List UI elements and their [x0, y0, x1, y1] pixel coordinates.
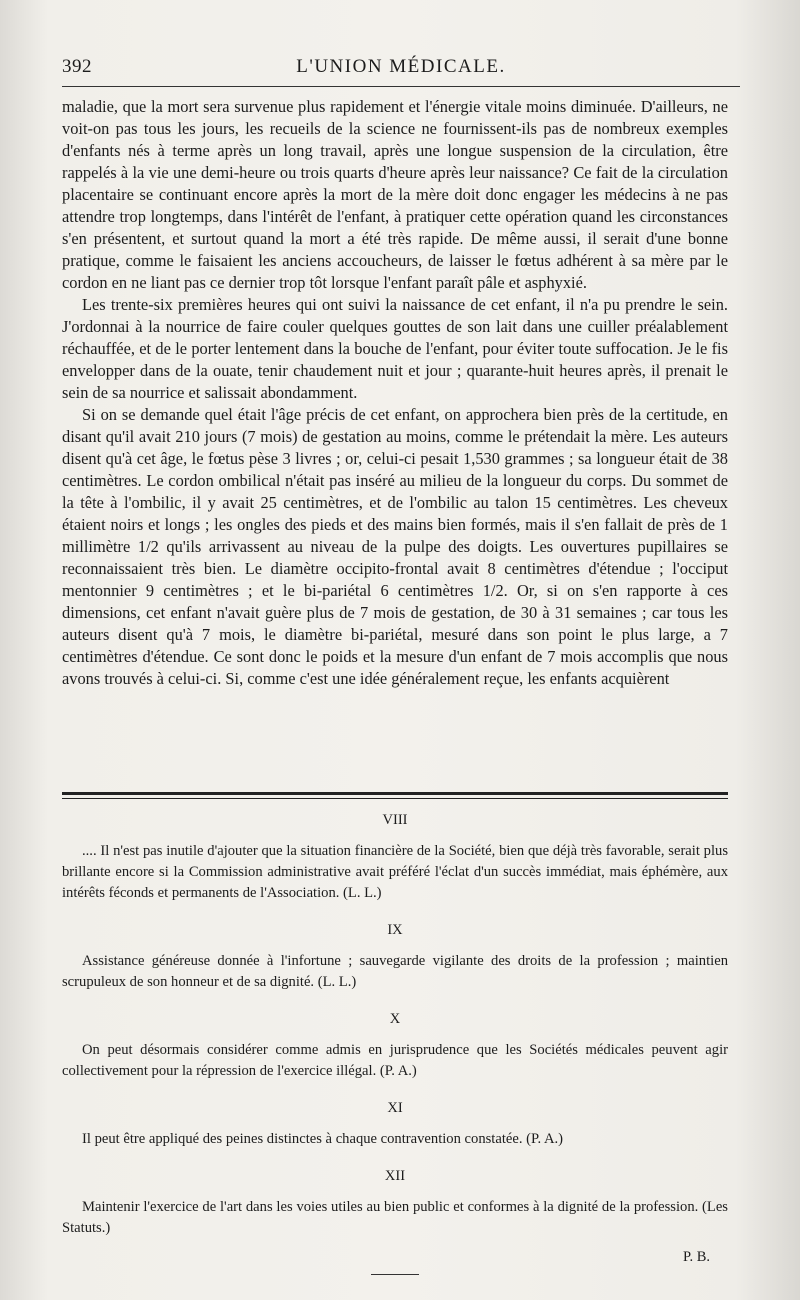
maxim-text: Maintenir l'exercice de l'art dans les voies utiles au bien public et conformes à la dignité de la profession. (Les Statuts.) — [62, 1199, 728, 1236]
maxim-text: Assistance généreuse donnée à l'infortune ; sauvegarde vigilante des droits de la profession ; maintien scrupuleux de son honneur et de sa dignité. (L. L.) — [62, 953, 728, 990]
running-title: L'UNION MÉDICALE. — [296, 56, 506, 77]
maxim-text: .... Il n'est pas inutile d'ajouter que la situation financière de la Société, bien que déjà très favorable, serait plus brillante encore si la Commission administrative avait préféré l'éclat d'un succès immédiat, mais éphémère, aux intérêts féconds et permanents de l'Association. (L. L.) — [62, 843, 728, 901]
header-rule — [62, 86, 740, 87]
body-paragraph: maladie, que la mort sera survenue plus rapidement et l'énergie vitale moins diminuée. D'ailleurs, ne voit-on pas tous les jours, les recueils de la science ne fournissent-ils pas de nombreux exemples d'enfants nés à terme après un long travail, après une longue suspension de la circulation, être rappelés à la vie une demi-heure ou trois quarts d'heure après leur naissance? Ce fait de la circulation placentaire se continuant encore après la mort de la mère doit donc engager les médecins à ne pas attendre trop longtemps, dans l'intérêt de l'enfant, à pratiquer cette opération quand les circonstances s'en présentent, et surtout quand la mort a été très rapide. De même aussi, il serait d'une bonne pratique, comme le faisaient les anciens accoucheurs, de laisser le fœtus adhérent à sa mère par le cordon en ne liant pas ce dernier trop tôt lorsque l'enfant paraît pâle et asphyxié. — [62, 97, 728, 292]
section-divider — [62, 792, 728, 799]
section-numeral: X — [389, 1011, 401, 1027]
body-paragraph: Les trente-six premières heures qui ont suivi la naissance de cet enfant, il n'a pu prendre le sein. J'ordonnai à la nourrice de faire couler quelques gouttes de son lait dans une cuiller préalablement réchauffée, et de le porter lentement dans la bouche de l'enfant, pour éviter toute suffocation. Je le fis envelopper dans de la ouate, tenir chaudement nuit et jour ; quarante-huit heures après, il prenait le sein de sa nourrice et salissait abondamment. — [62, 295, 728, 402]
author-signature: P. B. — [682, 1249, 710, 1265]
section-numeral: XII — [384, 1168, 406, 1184]
page-header — [62, 52, 740, 86]
article-body — [62, 96, 728, 690]
section-numeral: XI — [387, 1100, 403, 1116]
end-rule — [371, 1274, 419, 1275]
maxims-section — [62, 810, 728, 1275]
page-number: 392 — [62, 56, 92, 77]
section-numeral: IX — [387, 922, 403, 938]
maxim-text: Il peut être appliqué des peines distinctes à chaque contravention constatée. (P. A.) — [82, 1131, 564, 1147]
section-numeral: VIII — [382, 812, 408, 828]
body-paragraph: Si on se demande quel était l'âge précis de cet enfant, on approchera bien près de la certitude, en disant qu'il avait 210 jours (7 mois) de gestation au moins, comme le prétendait la mère. Les auteurs disent qu'à cet âge, le fœtus pèse 3 livres ; or, celui-ci pesait 1,530 grammes ; sa longueur était de 38 centimètres. Le cordon ombilical n'était pas inséré au milieu de la longueur du corps. Du sommet de la tête à l'ombilic, il y avait 25 centimètres, et de l'ombilic au talon 15 centimètres. Les cheveux étaient noirs et longs ; les ongles des pieds et des mains bien formés, mais il s'en fallait de près de 1 millimètre 1/2 qu'ils arrivassent au niveau de la pulpe des doigts. Les ouvertures pupillaires se reconnaissaient très bien. Le diamètre occipito-frontal avait 8 centimètres d'étendue ; l'occiput mentonnier 9 centimètres ; et le bi-pariétal 6 centimètres 1/2. Or, si on s'en rapporte à ces dimensions, cet enfant n'avait guère plus de 7 mois de gestation, de 30 à 31 semaines ; car tous les auteurs disent qu'à 7 mois, le diamètre bi-pariétal, mesuré dans son point le plus large, a 7 centimètres d'étendue. Ce sont donc le poids et la mesure d'un enfant de 7 mois accomplis que nous avons trouvés à celui-ci. Si, comme c'est une idée généralement reçue, les enfants acquièrent — [62, 405, 728, 688]
maxim-text: On peut désormais considérer comme admis en jurisprudence que les Sociétés médicales peuvent agir collectivement pour la répression de l'exercice illégal. (P. A.) — [62, 1042, 728, 1079]
